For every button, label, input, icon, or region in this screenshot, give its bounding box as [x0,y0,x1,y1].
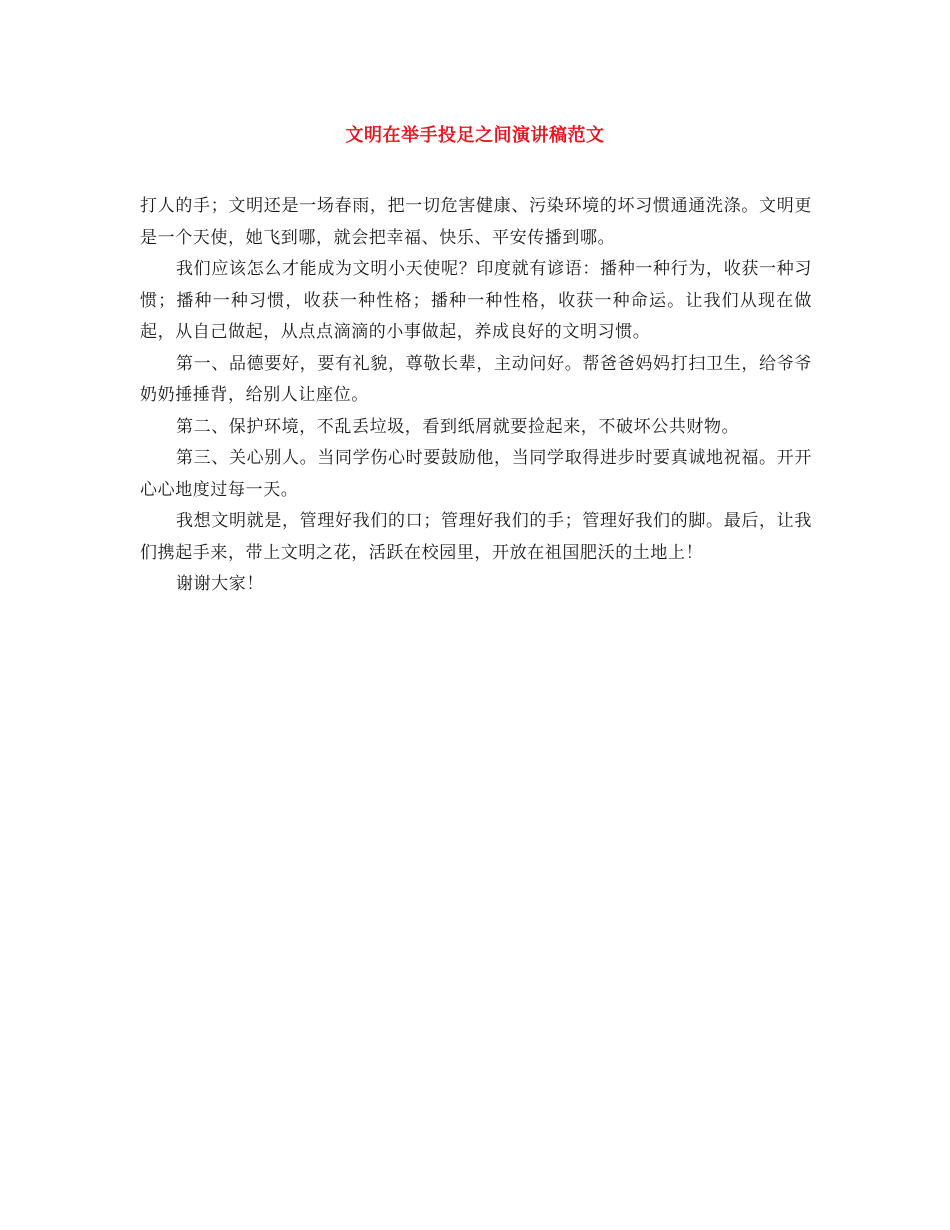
paragraph-3: 第一、品德要好，要有礼貌，尊敬长辈，主动问好。帮爸爸妈妈打扫卫生，给爷爷奶奶捶捶背，给别人让座位。 [140,353,812,405]
document-body [140,191,812,601]
paragraph-1: 打人的手；文明还是一场春雨，把一切危害健康、污染环境的坏习惯通通洗涤。文明更是一个天使，她飞到哪，就会把幸福、快乐、平安传播到哪。 [140,196,812,248]
document-title: 文明在举手投足之间演讲稿范文 [345,125,605,146]
paragraph-2: 我们应该怎么才能成为文明小天使呢？印度就有谚语：播种一种行为，收获一种习惯；播种一种习惯，收获一种性格；播种一种性格，收获一种命运。让我们从现在做起，从自己做起，从点点滴滴的小事做起，养成良好的文明习惯。 [140,259,812,342]
paragraph-6: 我想文明就是，管理好我们的口；管理好我们的手；管理好我们的脚。最后，让我们携起手来，带上文明之花，活跃在校园里，开放在祖国肥沃的土地上！ [140,511,812,563]
paragraph-7: 谢谢大家！ [176,574,264,594]
paragraph-4: 第二、保护环境，不乱丢垃圾，看到纸屑就要捡起来，不破坏公共财物。 [176,416,740,437]
paragraph-5: 第三、关心别人。当同学伤心时要鼓励他，当同学取得进步时要真诚地祝福。开开心心地度过每一天。 [140,448,812,500]
